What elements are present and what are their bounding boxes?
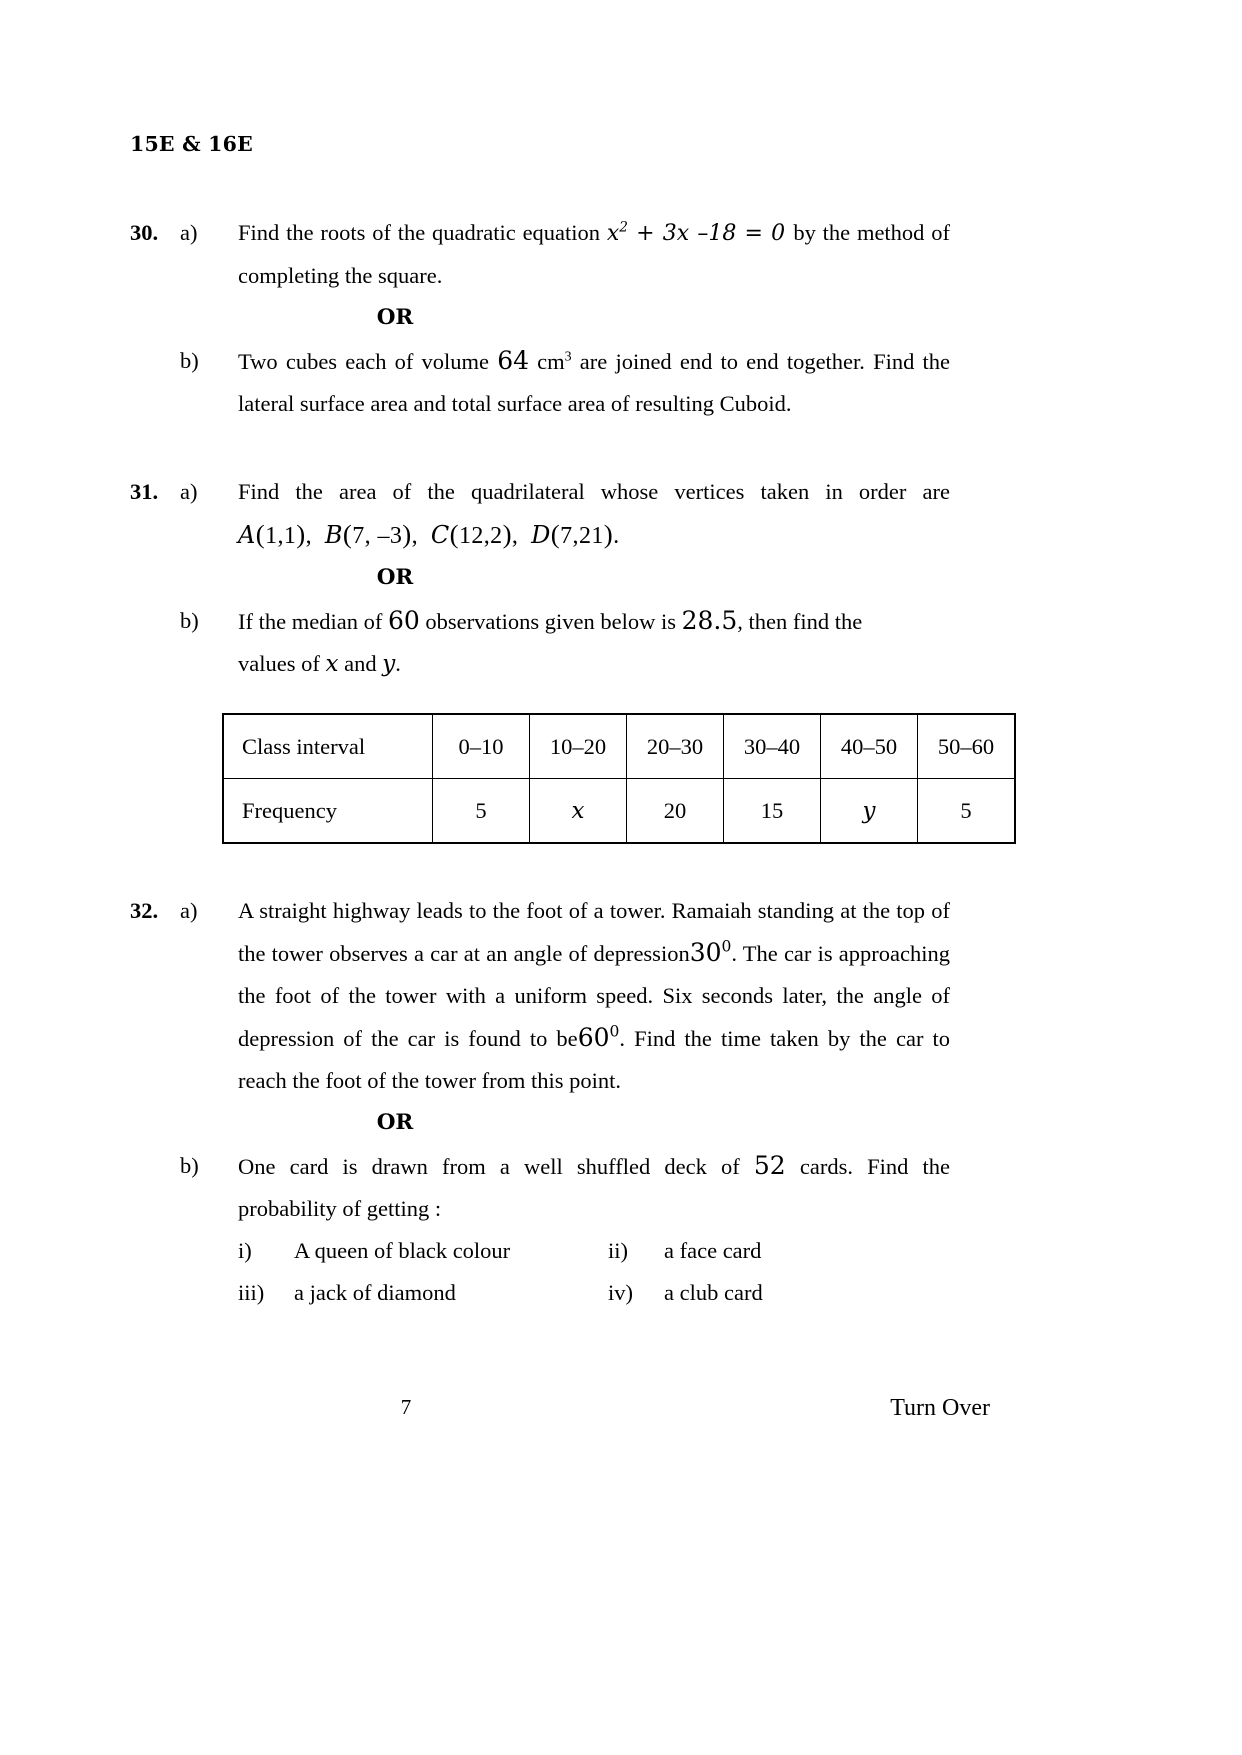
question-31-part-b xyxy=(130,600,950,685)
question-32-or: OR xyxy=(376,1110,414,1135)
q30a-text-after: by the method of completing the square. xyxy=(238,220,950,288)
question-32a-marker: a) xyxy=(180,898,198,923)
frequency-cell-2: 20 xyxy=(627,779,724,844)
question-30b-marker: b) xyxy=(180,348,199,373)
q30b-unit: $cm^3$ xyxy=(537,349,572,374)
q32a-angle2: $60^0$ xyxy=(577,1022,620,1052)
frequency-cell-1: x xyxy=(530,779,627,844)
class-interval-label: Class interval xyxy=(223,714,433,779)
q32b-sentence xyxy=(238,1145,950,1188)
q31b-text-2: observations given below is xyxy=(425,609,676,634)
q31b-var-y: y xyxy=(382,651,396,677)
class-interval-cell-0: 0–10 xyxy=(433,714,530,779)
spacer-30-31 xyxy=(130,425,950,471)
option-iii-marker: iii) xyxy=(238,1280,265,1305)
question-30a-text xyxy=(238,212,950,297)
question-30b-text: Two cubes each of volume 64 $cm^3$ are joined end to end together. Find the lateral surface area and total surface area of resulting Cuboid. xyxy=(238,346,951,416)
question-32a-text xyxy=(238,890,950,1102)
spacer-31-32 xyxy=(130,844,950,890)
q31b-period: . xyxy=(395,651,401,676)
question-31b-text xyxy=(238,600,950,685)
question-32-part-b xyxy=(130,1145,950,1314)
frequency-label: Frequency xyxy=(223,779,433,844)
question-31-number: 31. xyxy=(130,479,159,504)
question-31-part-a xyxy=(130,471,950,557)
q31b-text-3: , then find the xyxy=(737,609,863,634)
q30a-equation: $x^2 + 3x$ –18 = 0 xyxy=(606,219,794,246)
option-i-label: A queen of black colour xyxy=(294,1238,511,1263)
option-iv xyxy=(608,1272,763,1314)
table-row xyxy=(223,714,1015,779)
question-32-part-a xyxy=(130,890,950,1102)
option-ii-label: a face card xyxy=(664,1238,762,1263)
option-iv-marker: iv) xyxy=(608,1280,633,1305)
option-i-marker: i) xyxy=(238,1238,252,1263)
option-ii xyxy=(608,1230,761,1272)
q32a-seg3: . Find the time taken by the car to reach the foot of the tower from this point. xyxy=(238,1026,951,1093)
q31b-text-4: values of xyxy=(238,651,320,676)
probability-options-row-1 xyxy=(238,1230,950,1272)
question-32-number: 32. xyxy=(130,898,159,923)
paper-code: 15E & 16E xyxy=(130,132,253,156)
q32b-deck-size: 52 xyxy=(753,1151,786,1180)
q32a-seg2: . The car is approaching the foot of the tower with a uniform speed. Six seconds later, the angle of depression of the car is found to be xyxy=(238,941,950,1051)
q31b-text-5: and xyxy=(344,651,377,676)
q30b-volume: 64 xyxy=(497,346,529,375)
probability-options-row-2 xyxy=(238,1272,950,1314)
question-30 xyxy=(130,212,950,425)
class-interval-cell-3: 30–40 xyxy=(724,714,821,779)
option-ii-marker: ii) xyxy=(608,1238,628,1263)
question-30-number: 30. xyxy=(130,220,159,245)
q32b-sentence-2: probability of getting : xyxy=(238,1196,442,1221)
option-i xyxy=(238,1230,608,1272)
turn-over-label: Turn Over xyxy=(890,1395,990,1421)
page-number: 7 xyxy=(400,1395,412,1419)
q31b-var-x: x xyxy=(325,651,339,677)
class-interval-cell-2: 20–30 xyxy=(627,714,724,779)
question-31b-marker: b) xyxy=(180,608,199,633)
option-iv-label: a club card xyxy=(664,1280,763,1305)
class-interval-cell-4: 40–50 xyxy=(821,714,918,779)
question-30a-marker: a) xyxy=(180,220,198,245)
q30a-text-before: Find the roots of the quadratic equation xyxy=(238,220,601,245)
q31b-observations: 60 xyxy=(387,606,420,635)
q32a-angle1: $30^0$ xyxy=(689,937,732,967)
question-32b-marker: b) xyxy=(180,1153,199,1178)
page-content xyxy=(130,132,995,1314)
question-31a-marker: a) xyxy=(180,479,198,504)
frequency-table-wrapper xyxy=(222,713,995,844)
frequency-table xyxy=(222,713,1016,844)
frequency-cell-3: 15 xyxy=(724,779,821,844)
question-30-part-a xyxy=(130,212,950,297)
option-iii-label: a jack of diamond xyxy=(294,1280,456,1305)
question-30-or: OR xyxy=(376,305,414,330)
option-iii xyxy=(238,1272,608,1314)
q31a-sentence: Find the area of the quadrilateral whose vertices taken in order are xyxy=(238,479,950,504)
question-32 xyxy=(130,890,950,1314)
question-31 xyxy=(130,471,995,844)
question-32b-text xyxy=(238,1145,950,1314)
question-30-part-b xyxy=(130,340,950,425)
q32b-seg1: One card is drawn from a well shuffled deck of xyxy=(238,1154,740,1179)
page-footer xyxy=(130,1395,1112,1425)
frequency-cell-4: y xyxy=(821,779,918,844)
class-interval-cell-1: 10–20 xyxy=(530,714,627,779)
question-31a-text xyxy=(238,471,950,557)
table-row xyxy=(223,779,1015,844)
q31b-text-1: If the median of xyxy=(238,609,383,634)
frequency-cell-5: 5 xyxy=(918,779,1016,844)
question-31-or: OR xyxy=(376,565,414,590)
q31a-vertices: A(1,1), B(7, –3), C(12,2), D(7,21). xyxy=(238,519,620,549)
class-interval-cell-5: 50–60 xyxy=(918,714,1016,779)
frequency-cell-0: 5 xyxy=(433,779,530,844)
q31b-median: 28.5 xyxy=(681,606,738,635)
q32a-seg1: A straight highway leads to the foot of a tower. Ramaiah standing at the top of the tower observes a car at an angle of depression xyxy=(238,898,950,966)
q32b-seg2-head: cards. Find the xyxy=(799,1154,951,1179)
